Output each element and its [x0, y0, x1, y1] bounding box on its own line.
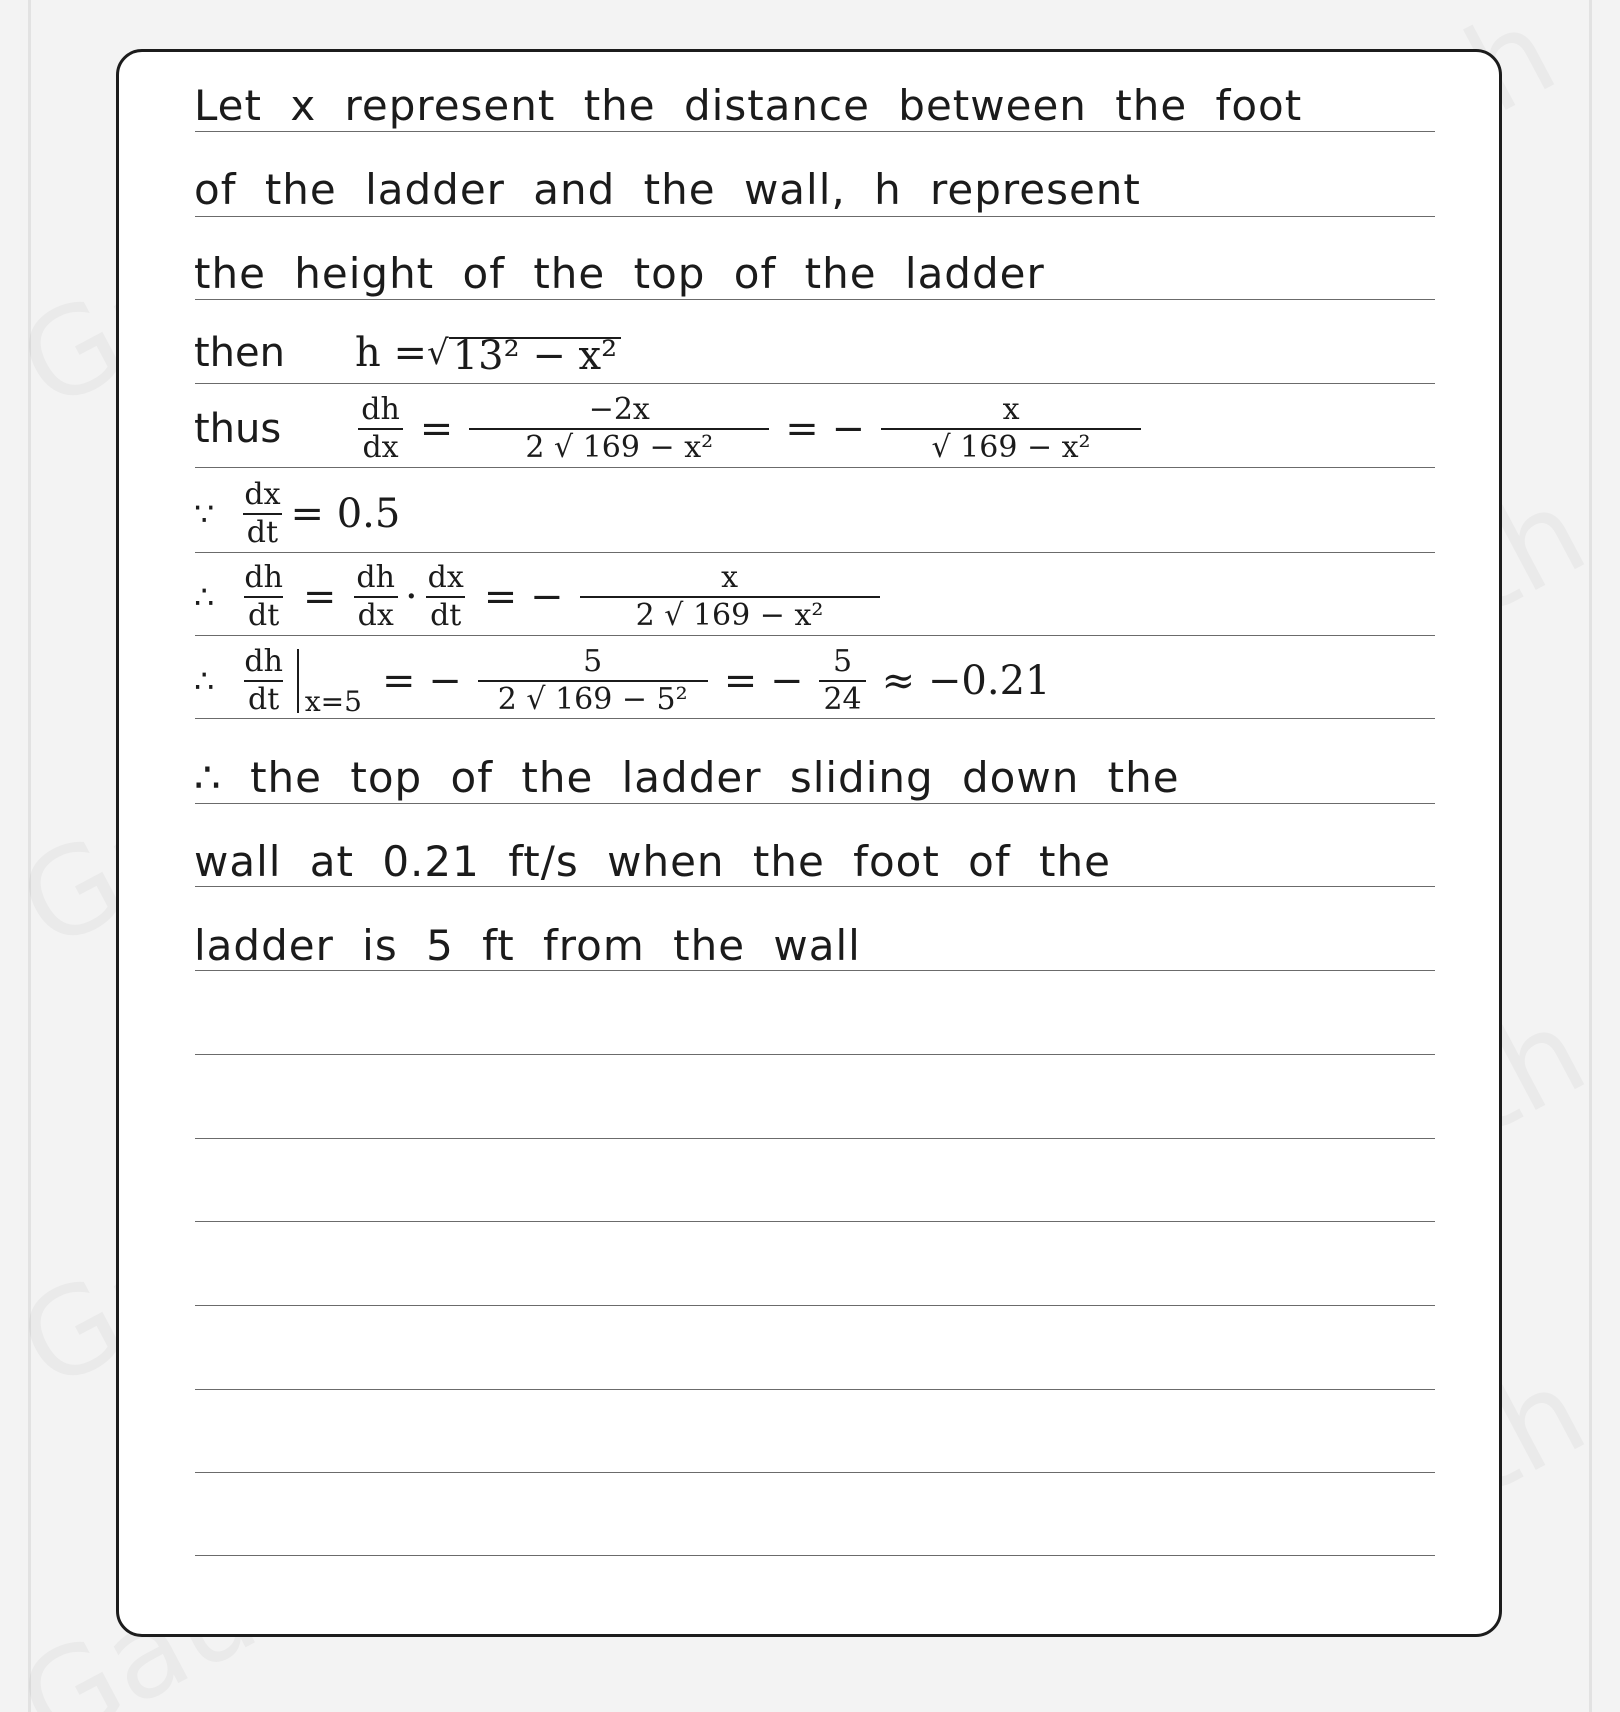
- numerator: dx: [244, 477, 281, 512]
- fraction-5-over-24: [819, 644, 865, 718]
- rate-value: = 0.5: [290, 491, 401, 537]
- fraction-dh-dx: [352, 560, 399, 634]
- den-radicand: 169 − x²: [692, 598, 824, 633]
- evaluation-point: x=5: [304, 685, 362, 718]
- fraction-dh-dt: [240, 560, 287, 634]
- denominator: dt: [243, 513, 282, 551]
- ruled-line: [195, 635, 1435, 636]
- numerator: 5: [583, 644, 603, 679]
- equation-line-thus: [194, 392, 1147, 466]
- denominator: [580, 596, 880, 634]
- sqrt-sign: √: [554, 430, 574, 465]
- sqrt-sign: √: [931, 430, 951, 465]
- ruled-line: [195, 131, 1435, 132]
- numerator: dx: [427, 560, 464, 595]
- ruled-line: [195, 1305, 1435, 1306]
- ruled-line: [195, 552, 1435, 553]
- denominator: dt: [244, 596, 283, 634]
- equals-minus: = −: [381, 658, 462, 704]
- numerator: 5: [833, 644, 853, 679]
- therefore-symbol: ∴: [194, 662, 215, 700]
- numerator: x: [721, 560, 738, 595]
- fraction-dh-dt: [240, 644, 287, 718]
- ruled-line: [195, 1221, 1435, 1222]
- ruled-line: [195, 1555, 1435, 1556]
- because-symbol: ∵: [194, 495, 215, 533]
- equals-sign: =: [419, 406, 454, 452]
- denominator: dt: [426, 596, 465, 634]
- ruled-line: [195, 718, 1435, 719]
- den-radicand: 169 − 5²: [555, 682, 688, 717]
- dot-operator: ·: [404, 574, 418, 620]
- den-radicand: 169 − x²: [960, 430, 1091, 465]
- denominator: dx: [354, 596, 398, 634]
- numerator: dh: [356, 560, 395, 595]
- fraction-dx-dt: [240, 477, 284, 551]
- denominator: [881, 428, 1141, 466]
- numerator: dh: [244, 560, 283, 595]
- equals-minus: = −: [483, 574, 564, 620]
- sqrt-sign: √: [664, 598, 684, 633]
- denominator: dt: [244, 680, 283, 718]
- ruled-line: [195, 467, 1435, 468]
- fraction-dx-dt: [424, 560, 468, 634]
- sqrt-sign: √: [526, 682, 546, 717]
- therefore-symbol: ∴: [194, 578, 215, 616]
- sqrt-sign: √: [427, 333, 449, 373]
- ruled-line: [195, 1472, 1435, 1473]
- fraction-dh-dx: [357, 392, 404, 466]
- ruled-line: [195, 299, 1435, 300]
- text-line-3: the height of the top of the ladder: [194, 249, 1045, 298]
- evaluation-bar: [297, 649, 299, 713]
- numerator: dh: [244, 644, 283, 679]
- fraction-x-over-2sqrt: [580, 560, 880, 634]
- equation-line-because: [194, 477, 400, 551]
- den-coefficient: 2: [635, 598, 655, 633]
- equation-line-chain-rule: [194, 560, 886, 634]
- fraction-x-over-sqrt: [881, 392, 1141, 466]
- approx-result: ≈ −0.21: [881, 658, 1051, 704]
- fraction-neg2x: [469, 392, 769, 466]
- word-thus: thus: [194, 406, 282, 452]
- fraction-5-over-2sqrt: [478, 644, 708, 718]
- den-radicand: 169 − x²: [582, 430, 714, 465]
- answer-card: [116, 49, 1502, 1637]
- text-line-conclusion-3: ladder is 5 ft from the wall: [194, 921, 861, 970]
- ruled-line: [195, 886, 1435, 887]
- ruled-line: [195, 216, 1435, 217]
- radicand: 13² − x²: [449, 337, 621, 373]
- denominator: 24: [819, 680, 865, 718]
- numerator: x: [1002, 392, 1020, 427]
- numerator: −2x: [588, 392, 650, 427]
- equals-minus: = −: [723, 658, 804, 704]
- den-coefficient: 2: [525, 430, 545, 465]
- ruled-line: [195, 803, 1435, 804]
- ruled-line: [195, 1138, 1435, 1139]
- text-line-conclusion-2: wall at 0.21 ft/s when the foot of the: [194, 837, 1111, 886]
- h-lhs: h =: [355, 330, 427, 376]
- text-line-1: Let x represent the distance between the foot: [194, 81, 1303, 130]
- equals-minus: = −: [785, 406, 866, 452]
- page-edge-left: [28, 0, 31, 1712]
- sqrt-expression: [427, 333, 621, 379]
- ruled-line: [195, 970, 1435, 971]
- text-line-conclusion-1: ∴ the top of the ladder sliding down the: [194, 753, 1180, 802]
- text-line-2: of the ladder and the wall, h represent: [194, 165, 1141, 214]
- den-coefficient: 2: [497, 682, 517, 717]
- equation-line-evaluate: [194, 644, 1060, 718]
- numerator: dh: [361, 392, 400, 427]
- denominator: [469, 428, 769, 466]
- word-then: then: [194, 330, 285, 376]
- denominator: [478, 680, 708, 718]
- ruled-line: [195, 383, 1435, 384]
- page-edge-right: [1589, 0, 1592, 1712]
- equals-sign: =: [302, 574, 337, 620]
- ruled-line: [195, 1054, 1435, 1055]
- ruled-line: [195, 1389, 1435, 1390]
- denominator: dx: [358, 428, 402, 466]
- equation-line-then: [194, 330, 621, 379]
